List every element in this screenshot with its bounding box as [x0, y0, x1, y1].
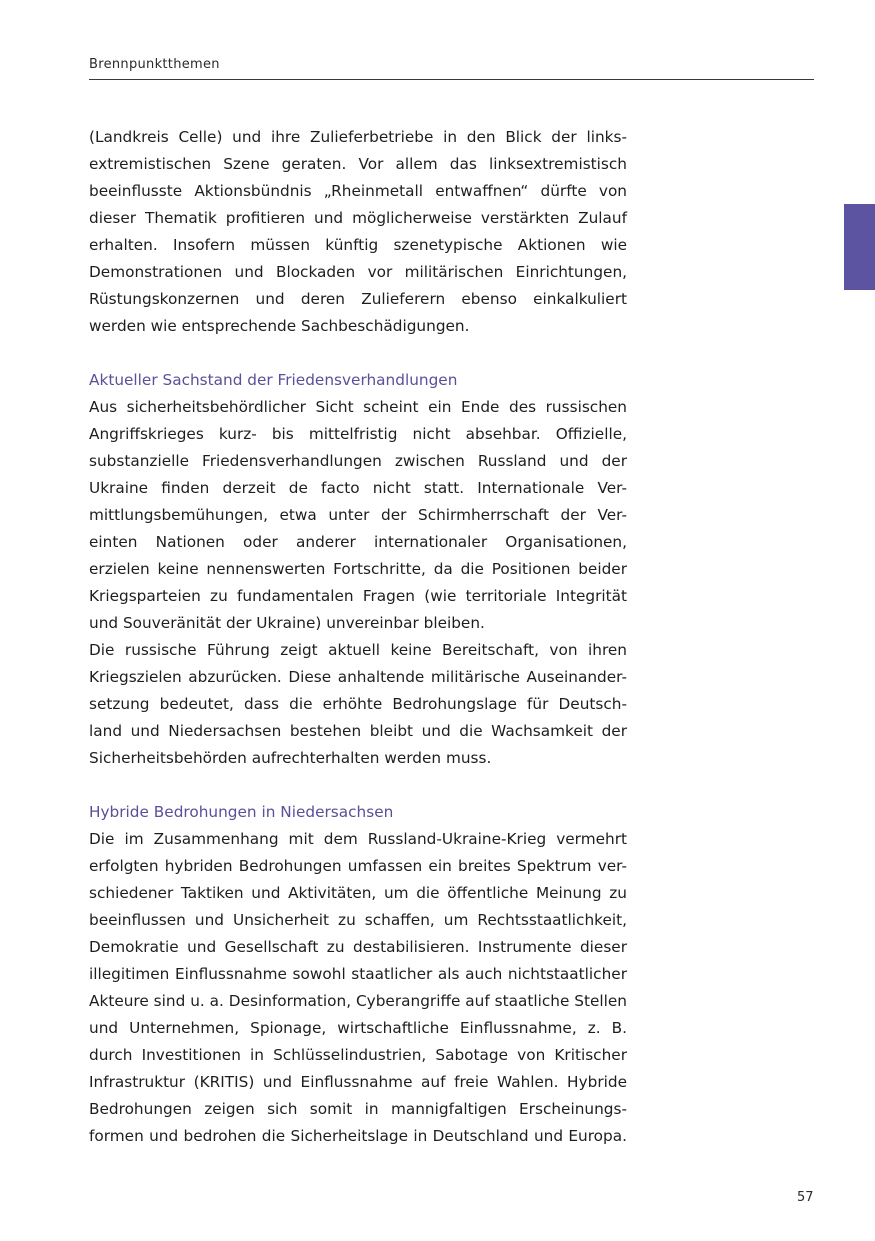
paragraph-peace-negotiations [89, 394, 627, 637]
text-line: und Unternehmen, Spionage, wirtschaftliche Einflussnahme, z. B. [89, 1019, 627, 1037]
text-line: und Souveränität der Ukraine) unvereinbar bleiben. [89, 614, 485, 632]
text-line: Die im Zusammenhang mit dem Russland-Ukraine-Krieg vermehrt [89, 830, 627, 848]
text-line: Rüstungskonzernen und deren Zulieferern ebenso einkalkuliert [89, 290, 627, 308]
text-line: dieser Thematik profitieren und möglicherweise verstärkten Zulauf [89, 209, 627, 227]
text-line: Kriegszielen abzurücken. Diese anhaltende militärische Auseinander- [89, 668, 627, 686]
text-line: Demonstrationen und Blockaden vor militärischen Einrichtungen, [89, 263, 627, 281]
text-line: Infrastruktur (KRITIS) und Einflussnahme auf freie Wahlen. Hybride [89, 1073, 627, 1091]
section-heading-hybrid-threats: Hybride Bedrohungen in Niedersachsen [89, 803, 394, 821]
text-line: substanzielle Friedensverhandlungen zwischen Russland und der [89, 452, 627, 470]
text-line: einten Nationen oder anderer internationaler Organisationen, [89, 533, 627, 551]
chapter-thumb-tab [844, 204, 875, 290]
text-line: formen und bedrohen die Sicherheitslage in Deutschland und Europa. [89, 1127, 627, 1145]
paragraph-russian-leadership [89, 637, 627, 772]
paragraph-spacer [89, 340, 627, 367]
text-line: durch Investitionen in Schlüsselindustrien, Sabotage von Kritischer [89, 1046, 627, 1064]
body-text [89, 124, 627, 1150]
text-line: setzung bedeutet, dass die erhöhte Bedrohungslage für Deutsch- [89, 695, 627, 713]
text-line: erzielen keine nennenswerten Fortschritte, da die Positionen beider [89, 560, 627, 578]
text-line: land und Niedersachsen bestehen bleibt und die Wachsamkeit der [89, 722, 627, 740]
text-line: beeinflussen und Unsicherheit zu schaffen, um Rechtsstaatlichkeit, [89, 911, 627, 929]
page-number: 57 [797, 1190, 814, 1205]
text-line: mittlungsbemühungen, etwa unter der Schirmherrschaft der Ver- [89, 506, 627, 524]
text-line: Ukraine finden derzeit de facto nicht statt. Internationale Ver- [89, 479, 627, 497]
paragraph-intro [89, 124, 627, 340]
section-heading-peace-negotiations: Aktueller Sachstand der Friedensverhandlungen [89, 371, 458, 389]
text-line: Demokratie und Gesellschaft zu destabilisieren. Instrumente dieser [89, 938, 627, 956]
text-line: illegitimen Einflussnahme sowohl staatlicher als auch nichtstaatlicher [89, 965, 627, 983]
text-line: extremistischen Szene geraten. Vor allem das linksextremistisch [89, 155, 627, 173]
text-line: erfolgten hybriden Bedrohungen umfassen ein breites Spektrum ver- [89, 857, 627, 875]
running-header-title: Brennpunktthemen [89, 57, 220, 72]
text-line: Sicherheitsbehörden aufrechterhalten werden muss. [89, 749, 492, 767]
text-line: Aus sicherheitsbehördlicher Sicht scheint ein Ende des russischen [89, 398, 627, 416]
text-line: erhalten. Insofern müssen künftig szenetypische Aktionen wie [89, 236, 627, 254]
text-line: Angriffskrieges kurz- bis mittelfristig nicht absehbar. Offizielle, [89, 425, 627, 443]
paragraph-spacer [89, 772, 627, 799]
text-line: (Landkreis Celle) und ihre Zulieferbetriebe in den Blick der links- [89, 128, 627, 146]
text-line: werden wie entsprechende Sachbeschädigungen. [89, 317, 470, 335]
paragraph-hybrid-threats [89, 826, 627, 1150]
header-rule [89, 79, 814, 80]
text-line: Die russische Führung zeigt aktuell keine Bereitschaft, von ihren [89, 641, 627, 659]
text-line: beeinflusste Aktionsbündnis „Rheinmetall entwaffnen“ dürfte von [89, 182, 627, 200]
text-line: Akteure sind u. a. Desinformation, Cyberangriffe auf staatliche Stellen [89, 992, 627, 1010]
text-line: schiedener Taktiken und Aktivitäten, um die öffentliche Meinung zu [89, 884, 627, 902]
text-line: Kriegsparteien zu fundamentalen Fragen (wie territoriale Integrität [89, 587, 627, 605]
text-line: Bedrohungen zeigen sich somit in mannigfaltigen Erscheinungs- [89, 1100, 627, 1118]
